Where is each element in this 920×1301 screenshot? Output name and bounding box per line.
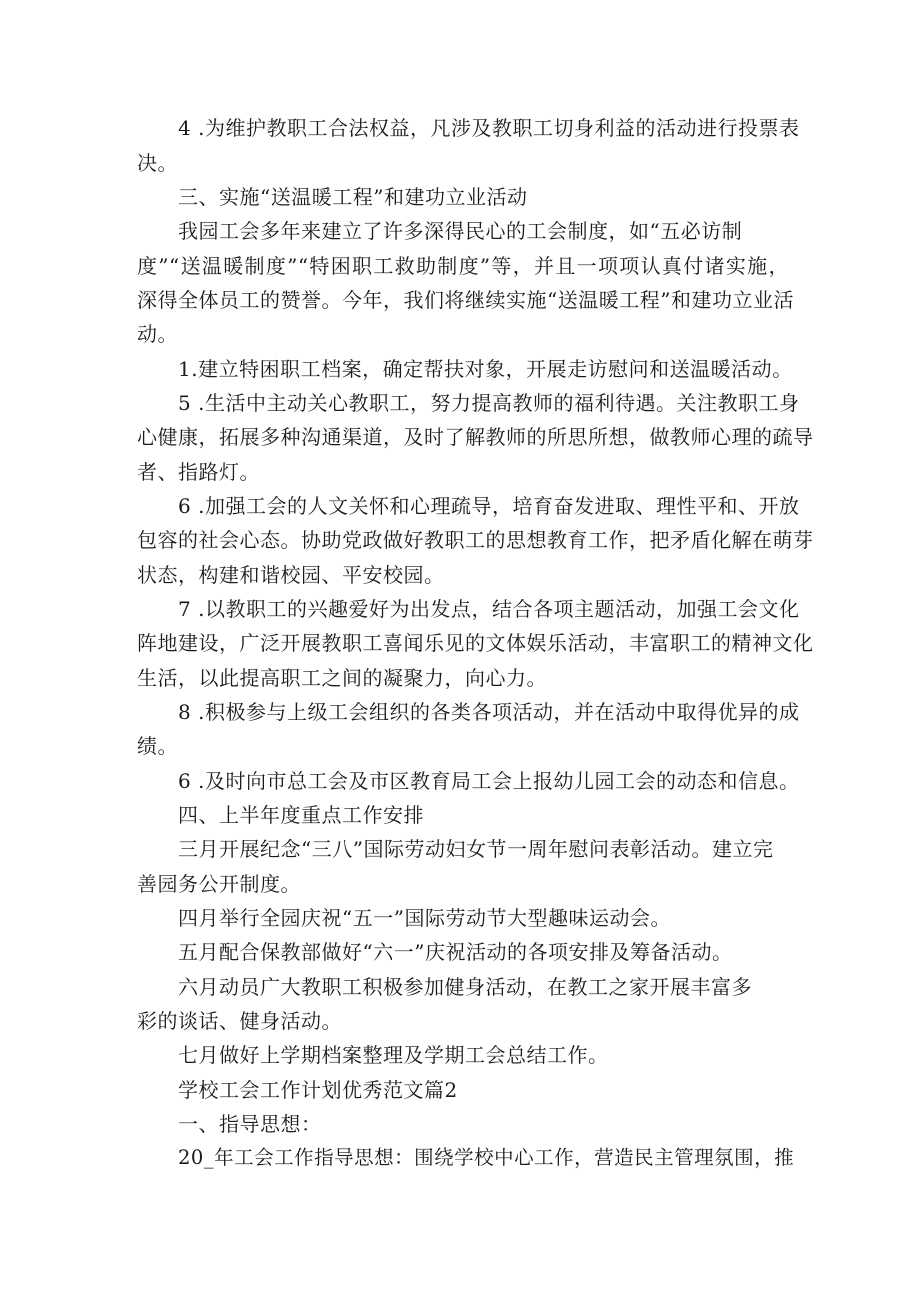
paragraph-line: 6 .及时向市总工会及市区教育局工会上报幼儿园工会的动态和信息。 [178, 769, 800, 793]
paragraph-line: 状态，构建和谐校园、平安校园。 [137, 563, 445, 587]
paragraph-line: 我园工会多年来建立了许多深得民心的工会制度，如“五必访制 [178, 219, 743, 243]
paragraph-line: 4 .为维护教职工合法权益，凡涉及教职工切身利益的活动进行投票表 [178, 116, 800, 140]
paragraph-line: 7 .以教职工的兴趣爱好为出发点，结合各项主题活动，加强工会文化 [178, 597, 800, 621]
paragraph-line: 6 .加强工会的人文关怀和心理疏导，培育奋发进取、理性平和、开放 [178, 494, 800, 518]
paragraph-line: 七月做好上学期档案整理及学期工会总结工作。 [178, 1043, 609, 1067]
paragraph-line: 包容的社会心态。协助党政做好教职工的思想教育工作，把矛盾化解在萌芽 [137, 528, 814, 552]
paragraph-line: 动。 [137, 322, 178, 346]
paragraph-line: 善园务公开制度。 [137, 872, 301, 896]
section-heading: 三、实施“送温暖工程”和建功立业活动 [178, 185, 528, 209]
paragraph-line: 者、指路灯。 [137, 460, 260, 484]
paragraph-line: 心健康，拓展多种沟通渠道，及时了解教师的所思所想，做教师心理的疏导 [137, 425, 814, 449]
paragraph-line: 三月开展纪念“三八”国际劳动妇女节一周年慰问表彰活动。建立完 [178, 837, 774, 861]
paragraph-line: 深得全体员工的赞誉。今年，我们将继续实施“送温暖工程”和建功立业活 [137, 288, 794, 312]
paragraph-line: 5 .生活中主动关心教职工，努力提高教师的福利待遇。关注教职工身 [178, 391, 800, 415]
paragraph-line: 六月动员广大教职工积极参加健身活动，在教工之家开展丰富多 [178, 975, 752, 999]
paragraph-line: 生活，以此提高职工之间的凝聚力，向心力。 [137, 666, 547, 690]
paragraph-line: 阵地建设，广泛开展教职工喜闻乐见的文体娱乐活动，丰富职工的精神文化 [137, 631, 814, 655]
paragraph-line: 8 .积极参与上级工会组织的各类各项活动，并在活动中取得优异的成 [178, 700, 800, 724]
paragraph-line: 决。 [137, 151, 178, 175]
section-heading: 四、上半年度重点工作安排 [178, 803, 424, 827]
section-heading: 一、指导思想： [178, 1112, 322, 1136]
paragraph-line: 20_年工会工作指导思想：围绕学校中心工作，营造民主管理氛围，推 [178, 1146, 795, 1169]
paragraph-line: 五月配合保教部做好“六一”庆祝活动的各项安排及筹备活动。 [178, 940, 733, 964]
paragraph-line: 1.建立特困职工档案，确定帮扶对象，开展走访慰问和送温暖活动。 [178, 357, 793, 381]
paragraph-line: 绩。 [137, 734, 178, 758]
paragraph-line: 彩的谈话、健身活动。 [137, 1009, 342, 1033]
paragraph-line: 度”“送温暖制度”“特困职工救助制度”等，并且一项项认真付诸实施， [137, 254, 789, 278]
article-title: 学校工会工作计划优秀范文篇2 [178, 1078, 458, 1102]
paragraph-line: 四月举行全园庆祝“五一”国际劳动节大型趣味运动会。 [178, 906, 671, 930]
